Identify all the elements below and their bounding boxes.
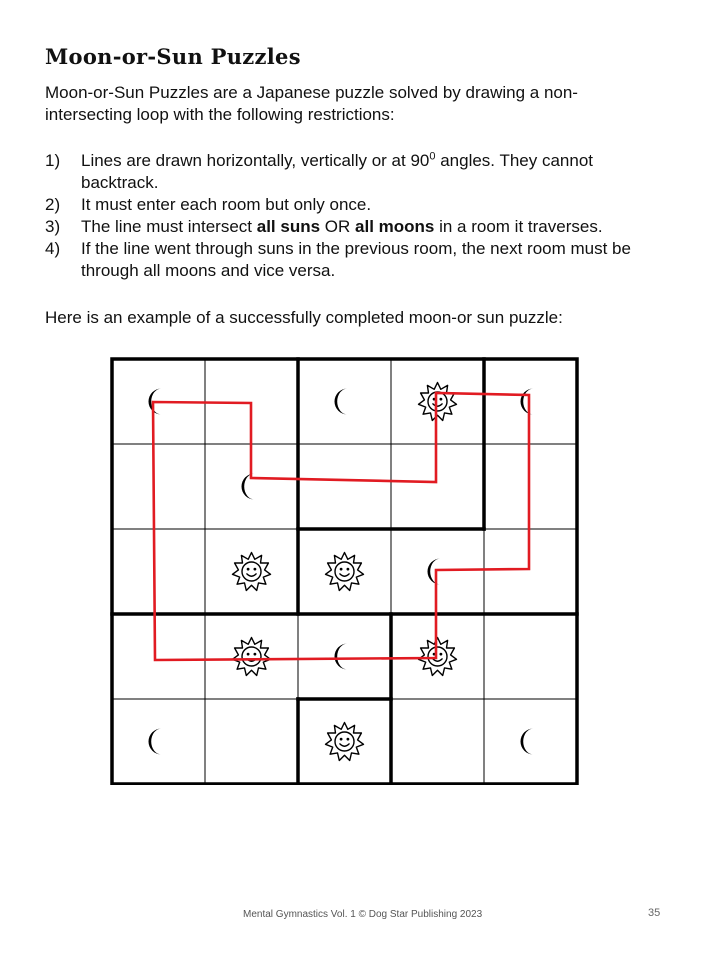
page-title: Moon-or-Sun Puzzles [45, 44, 301, 69]
sun-icon [326, 723, 364, 761]
sun-icon [233, 553, 271, 591]
rule-text: angles. They cannot backtrack. [81, 151, 593, 192]
moon-icon [521, 729, 534, 755]
rule-text: Lines are drawn horizontally, vertically or at 90 [81, 151, 430, 170]
degree-superscript: 0 [429, 150, 436, 163]
solution-loop [153, 393, 529, 660]
moon-icon [149, 729, 162, 755]
example-caption: Here is an example of a successfully completed moon-or sun puzzle: [45, 308, 563, 327]
moon-icon [335, 644, 348, 670]
sun-icon [419, 638, 457, 676]
sun-icon [419, 383, 457, 421]
rule-number: 2) [45, 195, 61, 214]
moon-icon [335, 389, 348, 415]
rule-item [45, 150, 665, 194]
moon-icon [428, 559, 441, 585]
sun-icon [233, 638, 271, 676]
rule-bold-suns: all suns [256, 217, 321, 236]
rule-text: If the line went through suns in the previous room, the next room must be through all moons and vice versa. [81, 239, 631, 280]
page-footer: Mental Gymnastics Vol. 1 © Dog Star Publishing 2023 [243, 909, 483, 920]
rule-item [45, 238, 665, 282]
rule-number: 4) [45, 239, 61, 258]
rule-text: in a room it traverses. [434, 217, 603, 236]
rule-number: 1) [45, 151, 61, 170]
page-number: 35 [648, 907, 661, 919]
rule-text: The line must intersect [81, 217, 257, 236]
rule-number: 3) [45, 217, 61, 236]
rule-bold-moons: all moons [355, 217, 435, 236]
sun-icon [326, 553, 364, 591]
intro-paragraph: Moon-or-Sun Puzzles are a Japanese puzzle solved by drawing a non-intersecting loop with the following restrictions: [45, 83, 578, 124]
puzzle-grid [110, 357, 580, 785]
moon-icon [521, 389, 534, 415]
rule-item [45, 194, 665, 216]
rule-item [45, 216, 665, 238]
rule-text: It must enter each room but only once. [81, 195, 372, 214]
rules-list [45, 150, 665, 282]
rule-text: OR [320, 217, 356, 236]
